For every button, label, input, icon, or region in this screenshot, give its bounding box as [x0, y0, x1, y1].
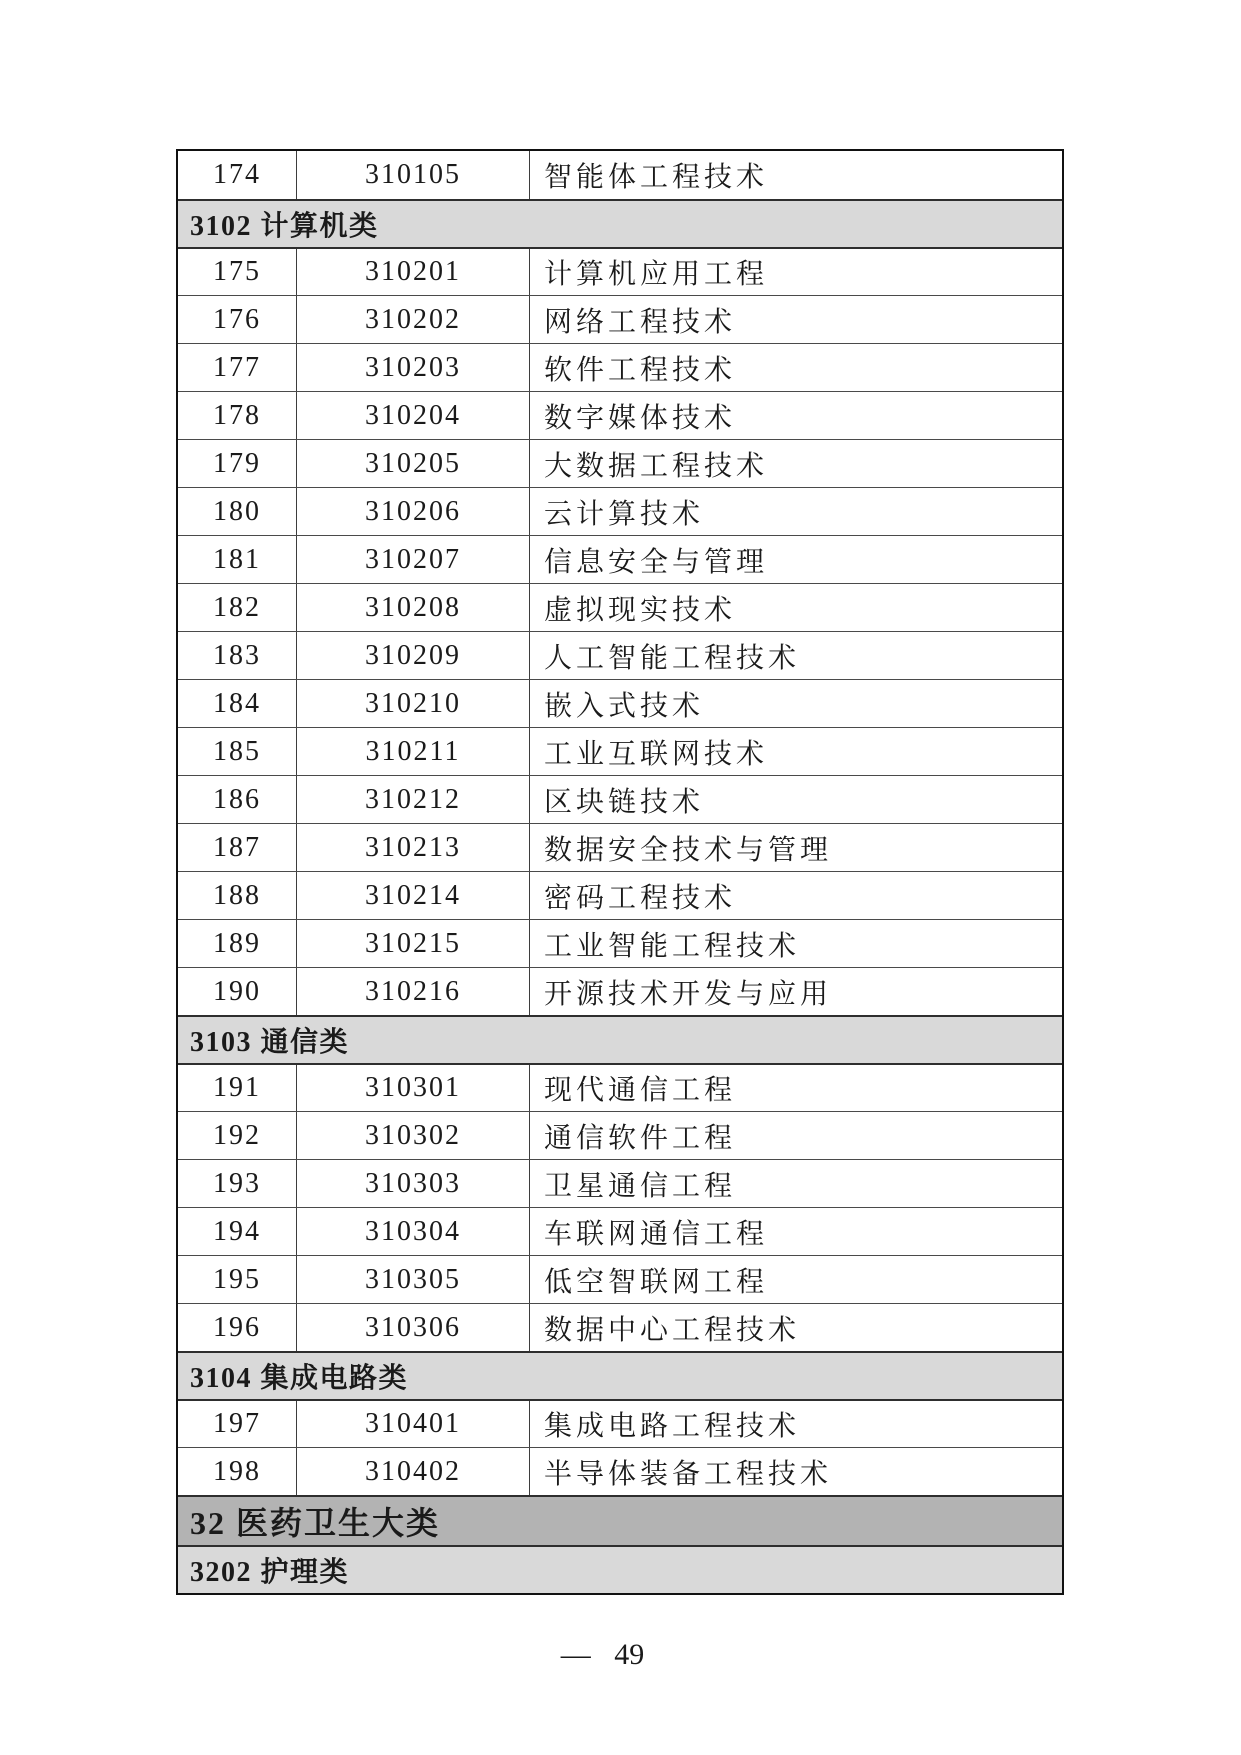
seq-cell: 191 — [178, 1065, 297, 1111]
seq-cell: 179 — [178, 440, 297, 487]
seq-cell: 177 — [178, 344, 297, 391]
name-cell: 网络工程技术 — [544, 306, 737, 338]
section-header-label: 3102 计算机类 — [190, 211, 379, 242]
code-cell: 310212 — [297, 776, 530, 823]
seq-cell: 180 — [178, 488, 297, 535]
section-header-row — [178, 1015, 1062, 1063]
code-cell: 310401 — [297, 1401, 530, 1447]
table-row — [178, 727, 1062, 775]
section-header-label: 3103 通信类 — [190, 1027, 350, 1058]
name-cell: 集成电路工程技术 — [544, 1411, 801, 1442]
code-cell: 310207 — [297, 536, 530, 583]
name-cell: 低空智联网工程 — [544, 1266, 769, 1298]
major-section-header-label: 32 医药卫生大类 — [190, 1505, 441, 1541]
name-cell: 区块链技术 — [544, 786, 705, 818]
seq-cell: 175 — [178, 249, 297, 295]
code-cell: 310211 — [297, 728, 530, 775]
table-row — [178, 631, 1062, 679]
seq-cell: 176 — [178, 296, 297, 343]
seq-cell: 178 — [178, 392, 297, 439]
code-cell: 310204 — [297, 392, 530, 439]
code-cell: 310402 — [297, 1448, 530, 1495]
seq-cell: 182 — [178, 584, 297, 631]
name-cell: 车联网通信工程 — [544, 1218, 769, 1250]
table-row — [178, 823, 1062, 871]
code-cell: 310202 — [297, 296, 530, 343]
code-cell: 310215 — [297, 920, 530, 967]
table-row — [178, 967, 1062, 1015]
code-cell: 310209 — [297, 632, 530, 679]
table-row — [178, 1063, 1062, 1111]
table-row — [178, 1399, 1062, 1447]
seq-cell: 174 — [178, 151, 297, 199]
seq-cell: 194 — [178, 1208, 297, 1255]
name-cell: 人工智能工程技术 — [544, 642, 801, 674]
section-header-label: 3202 护理类 — [190, 1557, 350, 1588]
name-cell: 嵌入式技术 — [544, 690, 705, 722]
code-cell: 310213 — [297, 824, 530, 871]
code-cell: 310216 — [297, 968, 530, 1015]
name-cell: 卫星通信工程 — [544, 1170, 737, 1202]
name-cell: 数据中心工程技术 — [544, 1314, 801, 1346]
code-cell: 310105 — [297, 151, 530, 199]
major-section-header-row — [178, 1495, 1062, 1545]
table-row — [178, 1255, 1062, 1303]
name-cell: 现代通信工程 — [544, 1075, 737, 1106]
table-row — [178, 919, 1062, 967]
table-row — [178, 343, 1062, 391]
seq-cell: 188 — [178, 872, 297, 919]
seq-cell: 192 — [178, 1112, 297, 1159]
name-cell: 大数据工程技术 — [544, 450, 769, 482]
name-cell: 通信软件工程 — [544, 1122, 737, 1154]
name-cell: 半导体装备工程技术 — [544, 1458, 833, 1490]
seq-cell: 181 — [178, 536, 297, 583]
seq-cell: 187 — [178, 824, 297, 871]
table-row — [178, 1159, 1062, 1207]
seq-cell: 198 — [178, 1448, 297, 1495]
name-cell: 工业互联网技术 — [544, 738, 769, 770]
name-cell: 密码工程技术 — [544, 882, 737, 914]
name-cell: 智能体工程技术 — [544, 162, 769, 193]
code-cell: 310305 — [297, 1256, 530, 1303]
table-row — [178, 439, 1062, 487]
name-cell: 软件工程技术 — [544, 354, 737, 386]
seq-cell: 190 — [178, 968, 297, 1015]
seq-cell: 184 — [178, 680, 297, 727]
code-cell: 310210 — [297, 680, 530, 727]
code-cell: 310301 — [297, 1065, 530, 1111]
seq-cell: 195 — [178, 1256, 297, 1303]
code-cell: 310201 — [297, 249, 530, 295]
table-row — [178, 1303, 1062, 1351]
seq-cell: 189 — [178, 920, 297, 967]
name-cell: 开源技术开发与应用 — [544, 978, 833, 1010]
table-row — [178, 1111, 1062, 1159]
code-cell: 310304 — [297, 1208, 530, 1255]
code-cell: 310203 — [297, 344, 530, 391]
code-cell: 310208 — [297, 584, 530, 631]
name-cell: 信息安全与管理 — [544, 546, 769, 578]
seq-cell: 185 — [178, 728, 297, 775]
code-cell: 310205 — [297, 440, 530, 487]
code-cell: 310303 — [297, 1160, 530, 1207]
seq-cell: 183 — [178, 632, 297, 679]
table-row — [178, 535, 1062, 583]
table-row — [178, 1447, 1062, 1495]
table-row — [178, 583, 1062, 631]
name-cell: 工业智能工程技术 — [544, 930, 801, 962]
seq-cell: 193 — [178, 1160, 297, 1207]
table-row — [178, 775, 1062, 823]
name-cell: 数字媒体技术 — [544, 402, 737, 434]
name-cell: 虚拟现实技术 — [544, 594, 737, 626]
code-cell: 310214 — [297, 872, 530, 919]
code-cell: 310306 — [297, 1304, 530, 1351]
seq-cell: 196 — [178, 1304, 297, 1351]
table-row — [178, 487, 1062, 535]
seq-cell: 186 — [178, 776, 297, 823]
table-row — [178, 391, 1062, 439]
table-row — [178, 295, 1062, 343]
name-cell: 计算机应用工程 — [544, 259, 769, 290]
table-row — [178, 679, 1062, 727]
name-cell: 数据安全技术与管理 — [544, 834, 833, 866]
section-header-row — [178, 1351, 1062, 1399]
table-row — [178, 1207, 1062, 1255]
majors-table — [176, 149, 1064, 1595]
section-header-label: 3104 集成电路类 — [190, 1363, 409, 1394]
seq-cell: 197 — [178, 1401, 297, 1447]
page-number: — 49 — [560, 1638, 645, 1671]
section-header-row — [178, 1545, 1062, 1593]
code-cell: 310302 — [297, 1112, 530, 1159]
name-cell: 云计算技术 — [544, 498, 705, 530]
table-row — [178, 247, 1062, 295]
section-header-row — [178, 199, 1062, 247]
table-row — [178, 151, 1062, 199]
code-cell: 310206 — [297, 488, 530, 535]
table-row — [178, 871, 1062, 919]
